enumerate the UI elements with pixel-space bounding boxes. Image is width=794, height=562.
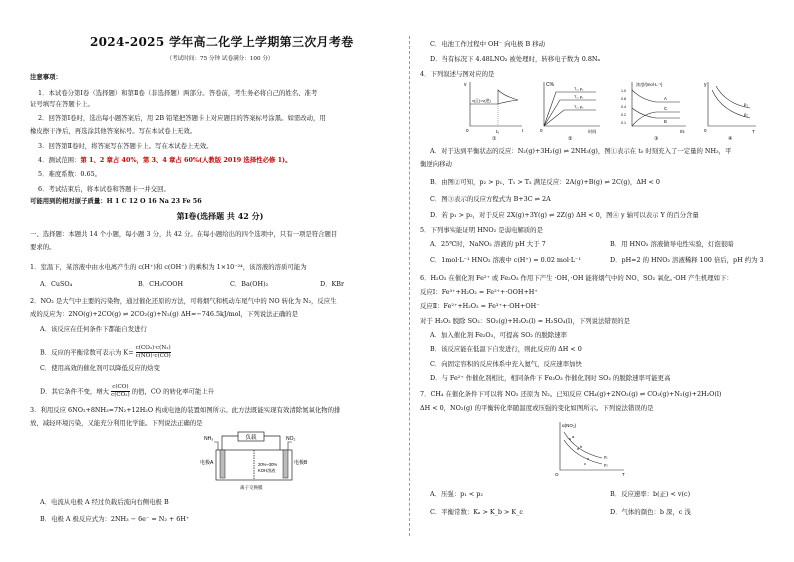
q7-curve-p1	[564, 432, 602, 458]
fig1-t0-label: t₀	[496, 129, 500, 134]
q6-option-d: D．与 Fe²⁺ 作催化剂相比，相同条件下 Fe₂O₃ 作催化剂时 SO₂ 的脱除速率可能更高	[430, 374, 671, 382]
q5-option-a: A．25℃时，NaNO₂ 溶液的 pH 大于 7	[430, 240, 546, 248]
q7-option-d: D．气体的颜色：b 深，c 浅	[610, 508, 691, 516]
fig3-tick-5: 0.1	[621, 121, 626, 125]
fig2-number: ②	[568, 136, 573, 140]
q7-stem-b: ΔH < 0，NO₂(g) 的平衡转化率随温度或压强的变化如图所示。下列说法错误的是	[420, 404, 654, 412]
q4-figure-3	[621, 81, 686, 140]
note-2b: 橡皮擦干净后，再选涂其他答案标号。写在本试卷上无效。	[30, 127, 197, 135]
q6-option-c: C．向固定容积的反应体系中充入氦气，反应速率加快	[430, 360, 582, 368]
koh-solution: KOH溶液	[258, 468, 276, 473]
electrode-a	[220, 450, 225, 478]
fig2-x-label: 时间	[588, 129, 597, 134]
q7-origin: O	[555, 472, 559, 477]
q2-option-b-numerator: c(CO₂)·c(N₂)	[135, 345, 171, 351]
q4-figures	[460, 78, 760, 140]
fig4-origin: 0	[704, 128, 707, 133]
section1-intro-a: 一、选择题：本题共 14 个小题，每小题 3 分，共 42 分。在每小题给出的四个选项中，只有一项是符合题目	[30, 230, 338, 238]
fig4-number: ④	[728, 136, 733, 140]
q2-option-d-denominator: c(CO₂)	[111, 392, 130, 398]
q7-option-b: B．反应速率：b(正) < v(c)	[610, 490, 691, 498]
q2-option-d-suffix: 的值，CO 的转化率可能上升	[131, 387, 215, 396]
q2-option-d-fraction	[111, 384, 130, 399]
q2-stem-a: 2．NO₂ 是大气中主要的污染物，通过催化还原的方法，可将烟气和机动车尾气中的 NO 转化为 N₂，反应生	[30, 297, 337, 305]
note-3: 3．回答第Ⅱ卷时，将答案写在答题卡上。写在本试卷上无效。	[38, 142, 213, 150]
q4-option-a-line2: 衡逆向移动	[420, 160, 452, 168]
q2-stem-b: 成的反应为：2NO(g)+2CO(g) ⇌ 2CO₂(g)+N₂(g) ΔH=−746.5kJ/mol，下列说法正确的是	[30, 310, 299, 318]
q2-option-b-fraction	[136, 345, 171, 360]
section1-intro-b: 要求的。	[30, 243, 56, 251]
fig3-curve-b	[632, 108, 680, 118]
note-4-scope: 第 1、2 章占 40%，第 3、4 章占 60%(人教版 2019 选择性必修 1)。	[80, 156, 292, 164]
q7-label-a: a	[572, 434, 575, 439]
note-5: 5．难度系数：0.65。	[38, 170, 102, 178]
q5-option-d: D．pH=2 的 HNO₂ 溶液稀释 100 倍后，pH 约为 3	[610, 256, 764, 264]
q1-option-d: D．KBr	[320, 280, 345, 288]
fig1-origin: 0	[466, 128, 469, 133]
q7-figure	[550, 418, 630, 478]
fig2-curve-1	[544, 92, 596, 126]
q3-option-c: C．电池工作过程中 OH⁻ 向电极 B 移动	[430, 40, 545, 48]
q7-option-a: A．压强：p₁ < p₂	[430, 490, 483, 498]
membrane-label: 离子交换膜	[240, 485, 263, 490]
fig4-x-label: T	[752, 129, 755, 134]
fig3-label-c: C	[664, 106, 668, 111]
column-divider	[409, 36, 410, 536]
fig2-curve-3	[544, 110, 596, 126]
no2-label: NO₂	[286, 436, 296, 442]
fig3-tick-3: 0.4	[621, 105, 626, 109]
fig2-y-label: C%	[546, 82, 555, 88]
fig3-label-a: A	[664, 96, 667, 101]
q7-label-c: c	[584, 461, 586, 466]
fig1-x-label: t	[522, 128, 524, 133]
fig2-label-1: T₁, p₂	[574, 87, 584, 91]
q4-option-b: B．由图②可知，p₂ > p₁、T₁ > T₂ 满足反应：2A(g)+B(g) ⇌ 2C(g)，ΔH < 0	[430, 178, 660, 186]
exam-subtitle: （考试时间：75 分钟 试卷满分：100 分）	[166, 56, 274, 62]
q2-option-d-numerator: c(CO)	[112, 384, 129, 390]
q7-x-label: T	[622, 472, 625, 477]
q6-option-a: A．加入催化剂 Fe₂O₃，可提高 SO₂ 的脱除速率	[430, 331, 567, 339]
q7-point-b	[577, 448, 579, 450]
electrode-a-label: 电极A	[200, 460, 214, 466]
q7-curve-p2	[564, 440, 602, 464]
q7-stem-a: 7．CH₄ 在催化条件下可以将 NO₂ 还原为 N₂。已知反应 CH₄(g)+2NO₂(g) ⇌ CO₂(g)+N₂(g)+2H₂O(l)	[420, 390, 722, 398]
load-label: 负载	[245, 435, 257, 441]
q4-figure-1	[464, 82, 524, 140]
q6-stem: 6．H₂O₂ 在催化剂 Fe²⁺ 或 Fe₂O₃ 作用下产生 ·OH，·OH 能将烟气中的 NO、SO₂ 氧化。·OH 产生机理如下：	[420, 274, 733, 282]
fig3-curve-a	[632, 90, 680, 102]
electrode-b	[283, 450, 288, 478]
note-1b: 证号填写在答题卡上。	[30, 100, 94, 108]
q3-stem-b: 放，减轻环境污染，又能充分利用化学能。下列说法正确的是	[30, 419, 203, 427]
fig1-number: ①	[492, 136, 497, 140]
fig3-x-label: t/s	[680, 129, 685, 134]
q1-stem: 1．室温下，某溶液中由水电离产生的 c(H⁺)和 c(OH⁻) 的乘积为 1×10⁻²⁴，该溶液的溶质可能为	[30, 263, 307, 271]
fig3-tick-1: 1.0	[621, 89, 626, 93]
fig4-label-p1: p₁	[744, 102, 748, 107]
fig4-label-p2: p₂	[744, 112, 748, 117]
q4-option-a-line1: A．对于达到平衡状态的反应：N₂(g)+3H₂(g) ⇌ 2NH₃(g)，图①表示在 t₀ 时刻充入了一定量的 NH₃，平	[430, 147, 732, 155]
fig1-equilibrium-label: v(正)=v(逆)	[472, 99, 491, 103]
q4-figure-4	[704, 82, 756, 140]
electrode-b-label: 电极B	[294, 460, 308, 466]
note-4-prefix: 4．测试范围：	[38, 156, 81, 164]
q7-y-label: α(NO₂)	[562, 423, 577, 428]
fig3-axes	[632, 82, 686, 126]
q4-option-c: C．图③表示的反应方程式为 B+3C ⇌ 2A	[430, 195, 551, 203]
q3-option-d: D．当有标况下 4.48LNO₂ 被处理时，转移电子数为 0.8Nₐ	[430, 55, 600, 63]
atomic-masses: 可能用到的相对原子质量：H 1 C 12 O 16 Na 23 Fe 56	[30, 197, 202, 205]
q1-option-c: C．Ba(OH)₂	[230, 280, 269, 288]
fig2-label-2: T₁, p₁	[574, 95, 584, 99]
fig3-number: ③	[654, 136, 659, 140]
notes-heading: 注意事项：	[30, 73, 62, 81]
q6-reaction-2: 反应Ⅱ：Fe²⁺+H₂O₂ = Fe³⁺+·OH+OH⁻	[420, 302, 540, 310]
q7-label-p2: p₂	[604, 462, 608, 467]
fig3-tick-2: 0.8	[621, 97, 626, 101]
fig1-y-label: v	[464, 82, 467, 88]
q2-option-a: A．该反应在任何条件下都能自发进行	[40, 325, 147, 333]
section1-heading: 第Ⅰ卷(选择题 共 42 分)	[176, 211, 264, 221]
q5-option-c: C．1mol·L⁻¹ HNO₂ 溶液中 c(H⁺) = 0.02 mol·L⁻¹	[430, 256, 582, 264]
q7-axes	[560, 422, 624, 470]
q4-stem: 4．下列叙述与图对应的是	[420, 70, 495, 78]
q7-point-a	[569, 438, 571, 440]
koh-concentration: 20%~30%	[258, 462, 278, 467]
note-4	[38, 156, 291, 164]
q5-option-b: B．用 HNO₂ 溶液做导电性实验，灯泡很暗	[610, 240, 734, 248]
q3-option-a: A．电流从电极 A 经过负载后流向右侧电极 B	[40, 498, 169, 506]
q6-question: 对于 H₂O₂ 脱除 SO₂：SO₂(g)+H₂O₂(l) = H₂SO₄(l)，下列说法错误的是	[420, 317, 631, 325]
q6-reaction-1: 反应Ⅰ：Fe³⁺+H₂O₂ = Fe²⁺+·OOH+H⁺	[420, 288, 538, 296]
q2-option-b-prefix: B．反应的平衡常数可表示为 K=	[40, 348, 134, 357]
nh3-label: NH₃	[204, 436, 214, 442]
battery-device-diagram	[200, 430, 310, 492]
q7-label-b: b	[580, 444, 583, 449]
fig1-reverse-curve	[498, 100, 518, 104]
q2-option-d-prefix: D．其它条件不变，增大	[40, 387, 110, 396]
fig2-label-3: T₂, p₂	[574, 105, 584, 109]
q1-option-a: A．CuSO₄	[40, 280, 73, 288]
q7-label-p1: p₁	[604, 454, 608, 459]
q3-stem-a: 3．利用反应 6NO₂+8NH₃=7N₂+12H₂O 构成电池的装置如图所示。此方法既能实现有效清除氮氧化物的排	[30, 406, 341, 414]
note-6: 6．考试结束后，将本试卷和答题卡一并交回。	[38, 185, 170, 193]
q6-option-b: B．该反应能在低温下自发进行，则此反应的 ΔH < 0	[430, 345, 582, 353]
fig3-y-label: 浓度/(mol·L⁻¹)	[636, 82, 663, 87]
q7-point-c	[587, 458, 589, 460]
note-2a: 2．回答第Ⅰ卷时，选出每小题答案后，用 2B 铅笔把答题卡上对应题目的答案标号涂黑。如需改动，用	[38, 114, 326, 122]
q1-option-b: B．CH₃COOH	[138, 280, 184, 288]
q2-option-b	[40, 345, 171, 360]
q7-option-c: C．平衡常数：Kₐ > K_b > K_c	[430, 508, 523, 516]
q2-option-d	[40, 384, 214, 399]
q4-option-d: D．若 p₁ > p₂，对于反应 2X(g)+3Y(g) ⇌ 2Z(g) ΔH < 0，图④ y 轴可以表示 Y 的百分含量	[430, 211, 699, 219]
q3-option-b: B．电极 A 极反应式为：2NH₃ − 6e⁻ = N₂ + 6H⁺	[40, 515, 190, 523]
fig4-axes	[708, 82, 756, 126]
q5-stem: 5．下列事实能证明 HNO₂ 是弱电解质的是	[420, 226, 543, 234]
q2-option-b-denominator: c(NO)·c(CO)	[135, 353, 171, 359]
fig3-label-b: B	[664, 119, 667, 124]
q2-option-c: C．使用高效的催化剂可以降低反应的焓变	[40, 364, 160, 372]
exam-title: 2024-2025 学年高二化学上学期第三次月考卷	[90, 35, 354, 49]
q4-figure-2	[540, 82, 600, 140]
fig4-y-label: y	[704, 82, 707, 88]
fig3-tick-4: 0.2	[621, 113, 626, 117]
fig3-curve-c	[632, 112, 680, 126]
note-1a: 1．本试卷分第Ⅰ卷（选择题）和第Ⅱ卷（非选择题）两部分。答卷前，考生务必将自己的姓名、准考	[38, 89, 318, 97]
fig2-origin: 0	[540, 128, 543, 133]
